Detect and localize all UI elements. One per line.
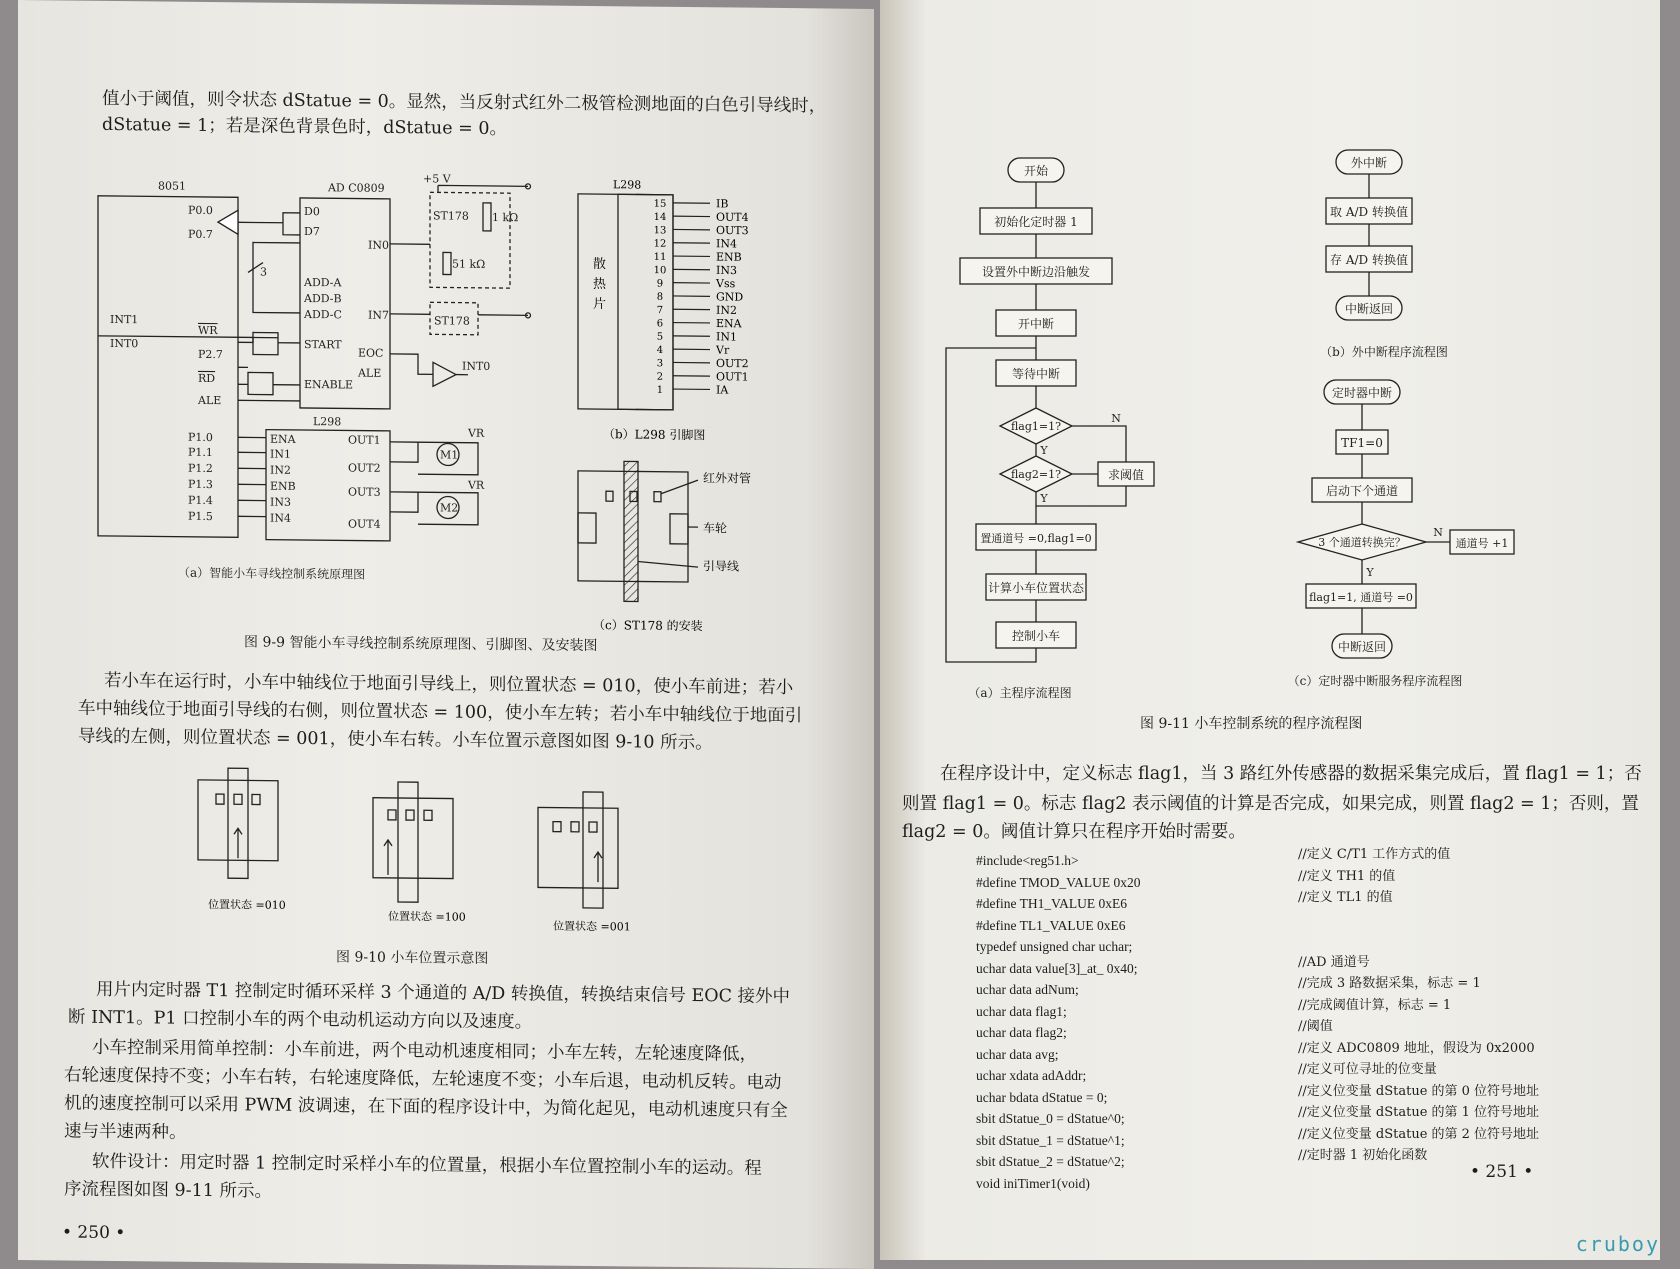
vcc-label: +5 V — [423, 172, 452, 185]
svg-text:ALE: ALE — [357, 367, 381, 380]
svg-text:M2: M2 — [440, 501, 458, 514]
svg-text:OUT4: OUT4 — [348, 517, 381, 530]
svg-text:求阈值: 求阈值 — [1108, 467, 1144, 482]
svg-text:定时器中断: 定时器中断 — [1332, 385, 1392, 400]
svg-text:WR: WR — [198, 324, 218, 337]
fig-9-11-caption: 图 9-11 小车控制系统的程序流程图 — [1140, 712, 1362, 736]
svg-text:D0: D0 — [304, 205, 320, 218]
pin-number: 9 — [657, 278, 663, 289]
fig-9-10-caption: 图 9-10 小车位置示意图 — [336, 945, 488, 971]
svg-text:EOC: EOC — [358, 347, 383, 360]
circuit-schematic — [88, 171, 548, 596]
pin-name: IA — [716, 384, 729, 397]
svg-text:Y: Y — [1039, 492, 1048, 505]
pin-name: OUT1 — [716, 370, 749, 383]
pin-name: IN3 — [716, 264, 737, 277]
svg-text:开中断: 开中断 — [1018, 316, 1054, 331]
svg-text:ENABLE: ENABLE — [304, 378, 353, 392]
svg-text:位置状态 =001: 位置状态 =001 — [553, 919, 631, 934]
flowchart-main — [940, 150, 1170, 710]
car-position-diagrams — [198, 768, 718, 923]
caption-a: （a）智能小车寻线控制系统原理图 — [178, 565, 365, 582]
pin-number: 11 — [654, 252, 667, 263]
pin-name: GND — [716, 290, 743, 303]
svg-text:通道号 +1: 通道号 +1 — [1456, 537, 1509, 550]
svg-text:TF1=0: TF1=0 — [1341, 436, 1383, 450]
svg-text:3: 3 — [260, 266, 267, 279]
st178-install — [578, 461, 798, 613]
pin-name: OUT2 — [716, 357, 749, 370]
pin-number: 13 — [654, 225, 667, 236]
adc-label: AD C0809 — [327, 181, 385, 195]
flowchart-ext-int — [1300, 150, 1470, 370]
pin-name: IN4 — [716, 237, 737, 250]
svg-text:ADD-B: ADD-B — [303, 292, 342, 305]
pin-name: ENA — [716, 317, 743, 330]
pin-number: 12 — [654, 239, 667, 250]
caption-b: （b）L298 引脚图 — [603, 426, 705, 442]
pin-number: 5 — [657, 332, 663, 343]
svg-text:INT0: INT0 — [110, 337, 138, 350]
pin-number: 10 — [654, 265, 667, 276]
svg-text:OUT1: OUT1 — [348, 433, 381, 446]
svg-text:1 kΩ: 1 kΩ — [492, 211, 518, 224]
right-page: 开始 初始化定时器 1 设置外中断边沿触发 开中断 等待中断 flag1=1? flag2=1? 求阈值 置通道号 =0,flag1=0 计算小车位置状态 控制小车 Y Y N （a）主程序流程图 外中断 取 A/D 转换值 存 A/D 转换值 中断返回 （b）外中断程序流程图 定时器中断 TF1=0 启动下个通道 3 个通道转换完？ 通道号 +1 flag1=1, 通道号 =0 中断返回 Y N （c）定时器中断服务程序流程图 图 9-11 小车控制系统的程序流程图 在程序设计中，定义标志 flag1，当 3 路红外传感器的数据采集完成后，置 flag1 = 1；否 则置 flag1 = 0。标志 flag2 表示阈值的计算是否完成，如果完成，则置 flag2 = 1；否则，置 flag2 = 0。阈值计算只在程序开始时需要。 #include<reg51.h> #define TMOD_VALUE 0x20 #define TH1_VALUE 0xE6 #define TL1_VALUE 0xE6 typedef unsigned char uchar; uchar data value[3]_at_ 0x40; uchar data adNum; uchar data flag1; uchar data flag2; uchar data avg; uchar xdata adAddr; uchar bdata dStatue = 0; sbit dStatue_0 = dStatue^0; sbit dStatue_1 = dStatue^1; sbit dStatue_2 = dStatue^2; void iniTimer1(void) //定义 C/T1 工作方式的值 //定义 TH1 的值 //定义 TL1 的值 //AD 通道号 //完成 3 路数据采集，标志 = 1 //完成阈值计算，标志 = 1 //阈值 //定义 ADC0809 地址，假设为 0x2000 //定义可位寻址的位变量 //定义位变量 dStatue 的第 0 位符号地址 //定义位变量 dStatue 的第 1 位符号地址 //定义位变量 dStatue 的第 2 位符号地址 //定时器 1 初始化函数 • 251 • — [880, 0, 1660, 1260]
svg-text:P1.2: P1.2 — [188, 462, 213, 475]
pin-name: IN1 — [716, 330, 737, 343]
svg-text:IN4: IN4 — [270, 512, 291, 525]
svg-text:红外对管: 红外对管 — [703, 470, 751, 486]
svg-text:P1.0: P1.0 — [188, 431, 213, 444]
svg-text:IN3: IN3 — [270, 496, 291, 509]
svg-text:Y: Y — [1039, 444, 1048, 457]
svg-text:开始: 开始 — [1024, 163, 1049, 178]
pin-number: 1 — [657, 385, 663, 396]
code-block: #include<reg51.h> #define TMOD_VALUE 0x20 #define TH1_VALUE 0xE6 #define TL1_VALUE 0xE6 typedef unsigned char uchar; uchar data value[3]_at_ 0x40; uchar data adNum; uchar data flag1; uchar data flag2; uchar data avg; uchar xdata adAddr; uchar bdata dStatue = 0; sbit dStatue_0 = dStatue^0; sbit dStatue_1 = dStatue^1; sbit dStatue_2 = dStatue^2; void iniTimer1(void) — [976, 850, 1141, 1194]
watermark: cruboy — [1576, 1232, 1660, 1256]
svg-text:（a）主程序流程图: （a）主程序流程图 — [968, 685, 1071, 700]
svg-text:中断返回: 中断返回 — [1338, 639, 1386, 654]
svg-text:取 A/D 转换值: 取 A/D 转换值 — [1330, 204, 1408, 219]
svg-text:ALE: ALE — [197, 394, 221, 407]
intro-line-1: 值小于阈值，则令状态 dStatue = 0。显然，当反射式红外二极管检测地面的白色引导线时， — [102, 85, 826, 121]
svg-text:Y: Y — [1365, 566, 1374, 579]
svg-text:片: 片 — [593, 296, 606, 312]
svg-text:ST178: ST178 — [434, 314, 470, 327]
svg-text:热: 热 — [593, 276, 607, 292]
svg-text:OUT3: OUT3 — [348, 485, 381, 498]
svg-text:P1.3: P1.3 — [188, 478, 213, 491]
flowchart-timer-int — [1260, 380, 1520, 700]
page-number-251: • 251 • — [1470, 1162, 1533, 1182]
pin-number: 8 — [657, 292, 663, 303]
svg-text:START: START — [304, 338, 342, 351]
svg-text:（c）定时器中断服务程序流程图: （c）定时器中断服务程序流程图 — [1288, 673, 1463, 688]
svg-text:D7: D7 — [304, 225, 320, 238]
svg-text:3 个通道转换完？: 3 个通道转换完？ — [1318, 535, 1406, 549]
caption-c: （c）ST178 的安装 — [593, 617, 703, 633]
svg-text:P1.4: P1.4 — [188, 494, 213, 507]
svg-text:INT1: INT1 — [110, 313, 138, 326]
svg-text:位置状态 =100: 位置状态 =100 — [388, 909, 466, 924]
svg-text:散: 散 — [593, 256, 606, 272]
svg-text:L298: L298 — [313, 415, 341, 428]
pin-number: 14 — [654, 212, 667, 223]
pin-number: 6 — [657, 318, 663, 329]
pin-name: OUT3 — [716, 224, 749, 237]
svg-text:ADD-A: ADD-A — [303, 276, 343, 289]
l298-pinout — [578, 176, 798, 448]
svg-text:INT0: INT0 — [462, 360, 490, 373]
pin-name: OUT4 — [716, 211, 749, 224]
pin-number: 15 — [654, 199, 667, 210]
svg-text:IN2: IN2 — [270, 464, 291, 477]
svg-text:ENA: ENA — [270, 433, 297, 446]
svg-text:设置外中断边沿触发: 设置外中断边沿触发 — [982, 264, 1090, 279]
svg-text:引导线: 引导线 — [703, 558, 739, 573]
mcu-label: 8051 — [158, 179, 186, 192]
svg-text:IN1: IN1 — [270, 448, 291, 461]
svg-text:启动下个通道: 启动下个通道 — [1326, 483, 1398, 498]
pin-name: Vss — [715, 277, 736, 290]
svg-text:P0.7: P0.7 — [188, 228, 213, 241]
svg-text:51 kΩ: 51 kΩ — [452, 258, 485, 271]
pin-name: ENB — [716, 251, 742, 264]
svg-text:N: N — [1433, 526, 1443, 539]
fig-9-9-caption: 图 9-9 智能小车寻线控制系统原理图、引脚图、及安装图 — [244, 630, 597, 658]
svg-text:VR: VR — [467, 479, 485, 492]
svg-text:VR: VR — [467, 427, 485, 440]
svg-text:P1.5: P1.5 — [188, 510, 213, 523]
svg-text:flag1=1?: flag1=1? — [1011, 420, 1061, 433]
svg-text:位置状态 =010: 位置状态 =010 — [208, 897, 286, 912]
svg-text:IN7: IN7 — [368, 309, 389, 322]
svg-text:计算小车位置状态: 计算小车位置状态 — [988, 580, 1085, 595]
pin-rows — [654, 197, 749, 397]
svg-text:外中断: 外中断 — [1351, 155, 1387, 170]
svg-text:初始化定时器 1: 初始化定时器 1 — [994, 214, 1077, 229]
svg-text:中断返回: 中断返回 — [1345, 301, 1393, 316]
svg-text:存 A/D 转换值: 存 A/D 转换值 — [1330, 252, 1408, 267]
svg-text:等待中断: 等待中断 — [1012, 366, 1060, 381]
svg-text:ENB: ENB — [270, 480, 296, 493]
svg-text:ADD-C: ADD-C — [303, 308, 342, 321]
svg-text:P2.7: P2.7 — [198, 348, 223, 361]
svg-text:flag1=1, 通道号 =0: flag1=1, 通道号 =0 — [1309, 591, 1413, 604]
pin-name: IN2 — [716, 304, 737, 317]
svg-text:RD: RD — [198, 372, 215, 385]
svg-text:P0.0: P0.0 — [188, 204, 213, 217]
pin-number: 4 — [657, 345, 663, 356]
svg-text:IN0: IN0 — [368, 239, 389, 252]
svg-text:N: N — [1111, 412, 1121, 425]
svg-text:M1: M1 — [440, 448, 458, 461]
svg-text:（b）外中断程序流程图: （b）外中断程序流程图 — [1320, 344, 1448, 359]
svg-text:置通道号 =0,flag1=0: 置通道号 =0,flag1=0 — [980, 532, 1091, 545]
left-page: 值小于阈值，则令状态 dStatue = 0。显然，当反射式红外二极管检测地面的白色引导线时， dStatue = 1；若是深色背景色时，dStatue = 0。 8051 AD C0809 +5 V P0.0 P0.7 D0 D7 IN0 IN7 ADD-A ADD-B ADD-C START EOC ALE ENABLE INT1 INT0 WR P2.7 RD ALE 3 ST178 ST178 1 kΩ 51 kΩ INT0 L298 ENA IN1 IN2 ENB IN3 IN4 OUT1 OUT2 OUT3 OUT4 P1.0 P1.1 P1.2 P1.3 P1.4 P1.5 M1 M2 VR VR （a）智能小车寻线控制系统原理图 L298 散 热 片 15 IB 14 OUT4 13 OUT3 12 IN4 11 ENB 10 IN3 9 Vss 8 GND 7 IN2 6 ENA 5 IN1 4 Vr 3 OUT2 2 OUT1 1 IA （b）L298 引脚图 红外对管 车轮 引导线 （c）ST178 的安装 图 9-9 智能小车寻线控制系统原理图、引脚图、及安装图 若小车在运行时，小车中轴线位于地面引导线上，则位置状态 = 010，使小车前进；若小 车中轴线位于地面引导线的右侧，则位置状态 = 100，使小车左转；若小车中轴线位于地面引 导线的左侧，则位置状态 = 001，使小车右转。小车位置示意图如图 9-10 所示。 位置状态 =010 位置状态 =100 位置状态 =001 图 9-10 小车位置示意图 用片内定时器 T1 控制定时循环采样 3 个通道的 A/D 转换值，转换结束信号 EOC 接外中 断 INT1。P1 口控制小车的两个电动机运动方向以及速度。 小车控制采用简单控制：小车前进，两个电动机速度相同；小车左转，左轮速度降低， 右轮速度保持不变；小车右转，右轮速度降低，左轮速度不变；小车后退，电动机反转。电动 机的速度控制可以采用 PWM 波调速，在下面的程序设计中，为简化起见，电动机速度只有全 速与半速两种。 软件设计：用定时器 1 控制定时采样小车的位置量，根据小车位置控制小车的运动。程 序流程图如图 9-11 所示。 • 250 • — [18, 0, 874, 1269]
svg-text:控制小车: 控制小车 — [1012, 628, 1060, 643]
intro-line-2: dStatue = 1；若是深色背景色时，dStatue = 0。 — [102, 111, 507, 143]
code-comments: //定义 C/T1 工作方式的值 //定义 TH1 的值 //定义 TL1 的值 //AD 通道号 //完成 3 路数据采集，标志 = 1 //完成阈值计算，标志 = 1 //阈值 //定义 ADC0809 地址，假设为 0x2000 //定义可位寻址的位变量 //定义位变量 dStatue 的第 0 位符号地址 //定义位变量 dStatue 的第 1 位符号地址 //定义位变量 dStatue 的第 2 位符号地址 //定时器 1 初始化函数 — [1298, 844, 1539, 1167]
svg-text:P1.1: P1.1 — [188, 446, 213, 459]
svg-text:flag2=1?: flag2=1? — [1011, 468, 1061, 481]
pin-name: Vr — [715, 344, 730, 357]
svg-text:OUT2: OUT2 — [348, 461, 381, 474]
pin-number: 3 — [657, 358, 663, 369]
svg-text:ST178: ST178 — [433, 209, 469, 222]
pin-number: 2 — [657, 372, 663, 383]
page-number-250: • 250 • — [62, 1222, 125, 1243]
pin-name: IB — [716, 197, 728, 210]
svg-text:车轮: 车轮 — [703, 520, 727, 535]
pinout-title: L298 — [613, 178, 641, 191]
pin-number: 7 — [657, 305, 663, 316]
